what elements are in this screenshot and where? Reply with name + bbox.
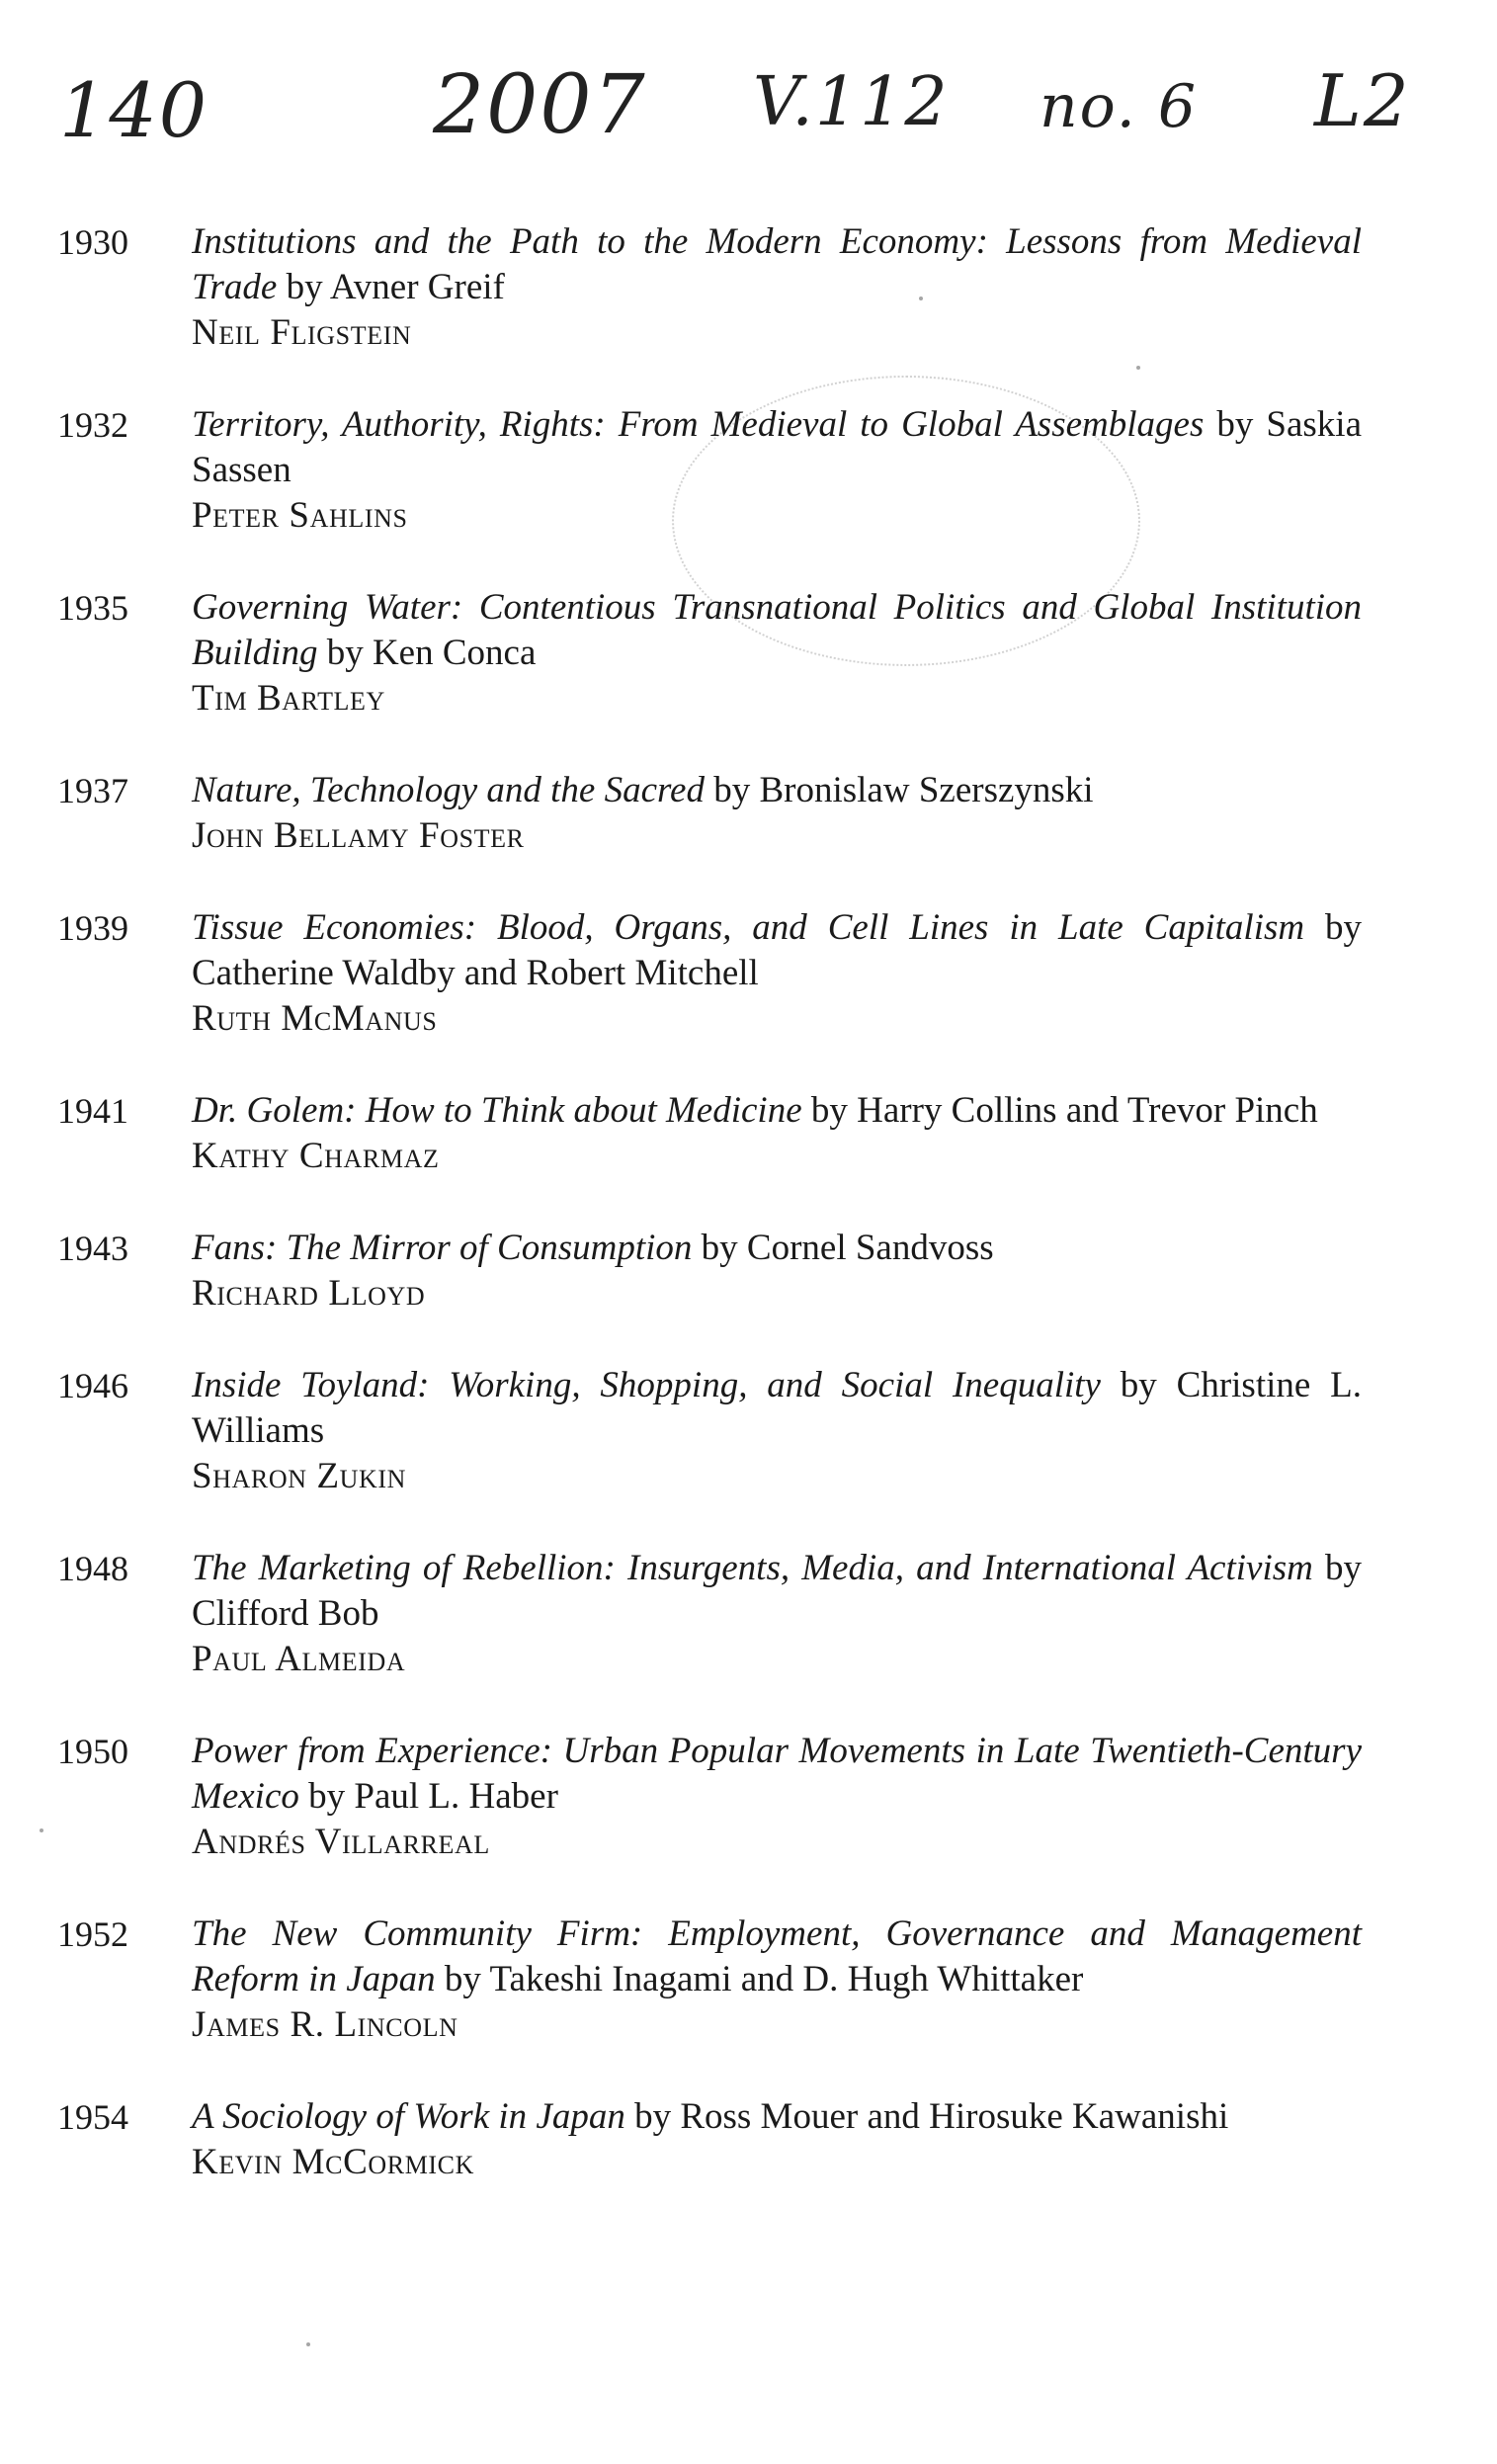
- book-authors: by Catherine Waldby and Robert Mitchell: [192, 907, 1363, 993]
- review-entry: [57, 1088, 1362, 1179]
- book-authors: by Paul L. Haber: [298, 1776, 558, 1817]
- reviewer-name: Sharon Zukin: [192, 1456, 407, 1496]
- entry-body: [192, 1729, 1362, 1865]
- handwritten-header: [49, 59, 1453, 168]
- reviewer-name: Richard Lloyd: [192, 1273, 426, 1314]
- book-title: The New Community Firm: Employment, Governance and Management Reform in Japan: [192, 1913, 1362, 1999]
- entry-body: [192, 905, 1362, 1042]
- book-review-list: [57, 219, 1362, 2232]
- page-number: 1941: [57, 1091, 128, 1131]
- reviewer-name: Kevin McCormick: [192, 2142, 474, 2182]
- book-title: Dr. Golem: How to Think about Medicine: [192, 1090, 802, 1131]
- entry-body: [192, 219, 1362, 356]
- page-number: 1930: [57, 222, 128, 262]
- page-number: 1946: [57, 1366, 128, 1405]
- review-entry: [57, 219, 1362, 356]
- page-number: 1943: [57, 1229, 128, 1268]
- page-number: 1950: [57, 1732, 128, 1771]
- review-entry: [57, 1729, 1362, 1865]
- handwritten-note: V.112: [753, 63, 950, 141]
- page-number: 1952: [57, 1914, 128, 1954]
- book-authors: by Clifford Bob: [192, 1548, 1362, 1634]
- review-entry: [57, 768, 1362, 859]
- book-title: Territory, Authority, Rights: From Medieval to Global Assemblages: [192, 404, 1205, 445]
- entry-body: [192, 1546, 1362, 1682]
- reviewer-name: Kathy Charmaz: [192, 1136, 440, 1176]
- handwritten-note: 140: [59, 66, 209, 154]
- handwritten-note: 2007: [433, 58, 647, 152]
- page-number: 1935: [57, 588, 128, 628]
- review-entry: [57, 402, 1362, 539]
- book-authors: by Takeshi Inagami and D. Hugh Whittaker: [435, 1959, 1084, 1999]
- book-authors: by Harry Collins and Trevor Pinch: [801, 1090, 1318, 1131]
- book-title: A Sociology of Work in Japan: [192, 2096, 625, 2137]
- book-title: Tissue Economies: Blood, Organs, and Cell Lines in Late Capitalism: [192, 907, 1305, 948]
- review-entry: [57, 905, 1362, 1042]
- review-entry: [57, 1912, 1362, 2048]
- page-number: 1948: [57, 1549, 128, 1588]
- page-number: 1954: [57, 2097, 128, 2137]
- reviewer-name: Neil Fligstein: [192, 312, 412, 353]
- review-entry: [57, 585, 1362, 722]
- book-title: The Marketing of Rebellion: Insurgents, Media, and International Activism: [192, 1548, 1313, 1588]
- entry-body: [192, 402, 1362, 539]
- entry-body: [192, 1912, 1362, 2048]
- reviewer-name: John Bellamy Foster: [192, 815, 525, 856]
- entry-body: [192, 2094, 1362, 2185]
- reviewer-name: Paul Almeida: [192, 1639, 406, 1679]
- book-authors: by Saskia Sassen: [192, 404, 1363, 490]
- book-authors: by Ross Mouer and Hirosuke Kawanishi: [624, 2096, 1229, 2137]
- entry-body: [192, 585, 1362, 722]
- ink-speck: [306, 2342, 310, 2346]
- book-authors: by Bronislaw Szerszynski: [704, 770, 1094, 810]
- book-title: Inside Toyland: Working, Shopping, and Social Inequality: [192, 1365, 1101, 1405]
- entry-body: [192, 768, 1362, 859]
- handwritten-note: L2: [1314, 59, 1411, 142]
- ink-speck: [1136, 366, 1140, 370]
- reviewer-name: James R. Lincoln: [192, 2004, 458, 2045]
- ink-speck: [40, 1828, 43, 1832]
- entry-body: [192, 1226, 1362, 1317]
- review-entry: [57, 1226, 1362, 1317]
- reviewer-name: Ruth McManus: [192, 998, 438, 1039]
- book-authors: by Cornel Sandvoss: [692, 1228, 994, 1268]
- book-authors: by Ken Conca: [317, 633, 537, 673]
- reviewer-name: Tim Bartley: [192, 678, 385, 719]
- review-entry: [57, 1546, 1362, 1682]
- book-title: Institutions and the Path to the Modern Economy: Lessons from Medieval Trade: [192, 221, 1362, 307]
- book-authors: by Avner Greif: [277, 267, 505, 307]
- page-number: 1937: [57, 771, 128, 810]
- entry-body: [192, 1088, 1362, 1179]
- entry-body: [192, 1363, 1362, 1499]
- reviewer-name: Peter Sahlins: [192, 495, 408, 536]
- book-title: Fans: The Mirror of Consumption: [192, 1228, 693, 1268]
- page-number: 1932: [57, 405, 128, 445]
- book-authors: by Christine L. Williams: [192, 1365, 1363, 1451]
- ink-speck: [919, 297, 923, 300]
- page-number: 1939: [57, 908, 128, 948]
- book-title: Power from Experience: Urban Popular Movements in Late Twentieth-Century Mexico: [192, 1731, 1362, 1817]
- review-entry: [57, 1363, 1362, 1499]
- book-title: Nature, Technology and the Sacred: [192, 770, 705, 810]
- book-title: Governing Water: Contentious Transnational Politics and Global Institution Building: [192, 587, 1362, 673]
- handwritten-note: no. 6: [1040, 72, 1199, 141]
- reviewer-name: Andrés Villarreal: [192, 1822, 490, 1862]
- review-entry: [57, 2094, 1362, 2185]
